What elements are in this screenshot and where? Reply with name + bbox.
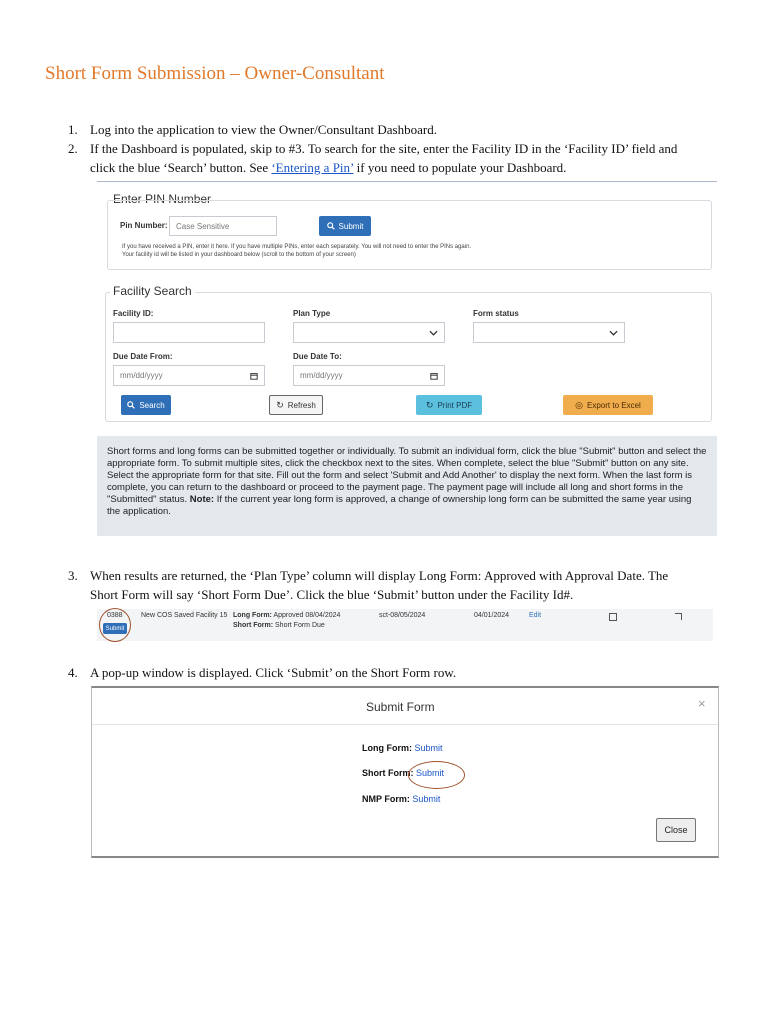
refresh-icon: ↻ [425,399,434,410]
modal-divider [92,724,718,725]
nmp-form-submit-link[interactable]: Submit [412,794,441,804]
due-from-input[interactable] [113,365,265,386]
info-text: Short forms and long forms can be submitted together or individually. To submit an individual form, click the blue "Submit" button and select the appropriate form. To submit multiple sites, click the checkbox next to the sites. When complete, select the blue "Submit" button on any site. Select the appropriate form for that site. Fill out the form and select 'Submit and Add Another' to display the next form. When the last form is complete, you can return to the dashboard or proceed to the payment page. The payment page will include all long and short forms in the "Submitted" status. [107,446,707,505]
calendar-icon[interactable] [250,372,258,380]
nmp-form-label: NMP Form: [362,794,410,804]
due-from-label: Due Date From: [113,352,173,361]
edit-link[interactable]: Edit [529,612,542,619]
search-icon [327,222,335,230]
pin-panel [97,181,717,274]
step-text-line2b: if you need to populate your Dashboard. [353,160,567,175]
long-form-label: Long Form: [233,612,272,619]
step-2 [68,139,740,177]
step-text-line1: If the Dashboard is populated, skip to #3. To search for the site, enter the Facility ID in the ‘Facility ID’ field and [90,141,678,156]
row-submit-button[interactable]: Submit [103,623,127,634]
step-text-line2a: click the blue ‘Search’ button. See [90,160,272,175]
facility-id-label: Facility ID: [113,309,154,318]
pin-fieldset [107,200,712,270]
submit-form-modal [91,686,719,858]
long-form-value: Approved 08/04/2024 [271,612,341,619]
modal-title: Submit Form [366,700,435,714]
pin-input[interactable]: Case Sensitive [169,216,277,236]
date-cell-1: sct-08/05/2024 [379,612,426,619]
step-number: 3. [68,568,78,583]
pin-note-2: Your facility id will be listed in your dashboard below (scroll to the bottom of your screen) [122,252,356,258]
result-row [97,609,713,641]
facility-id-cell: 0388 [107,612,123,619]
pin-submit-button[interactable] [319,216,371,236]
info-panel [97,436,717,536]
step-1 [68,120,730,139]
refresh-label: Refresh [287,400,316,410]
short-form-value: Short Form Due [273,622,325,629]
refresh-icon: ↻ [276,399,284,410]
date-placeholder: mm/dd/yyyy [120,371,163,380]
step-text: A pop-up window is displayed. Click ‘Submit’ on the Short Form row. [90,665,457,680]
long-form-label: Long Form: [362,743,412,753]
form-status-select[interactable] [473,322,625,343]
form-status-label: Form status [473,309,519,318]
step-text-line1: When results are returned, the ‘Plan Type’ column will display Long Form: Approved with Approval Date. The [90,568,669,583]
calendar-icon[interactable] [430,372,438,380]
row-checkbox[interactable] [609,613,617,621]
search-icon [127,401,135,409]
annotation-circle [99,608,131,642]
export-icon: ◎ [575,399,584,410]
step-text: Log into the application to view the Owner/Consultant Dashboard. [90,122,437,137]
search-button[interactable] [121,395,171,415]
step-number: 2. [68,141,78,156]
short-form-submit-link[interactable]: Submit [416,768,445,778]
print-pdf-button[interactable] [416,395,482,415]
due-to-input[interactable] [293,365,445,386]
search-label: Search [139,400,165,410]
plan-type-label: Plan Type [293,309,331,318]
long-form-submit-link[interactable]: Submit [414,743,443,753]
refresh-button[interactable] [269,395,323,415]
step-number: 1. [68,122,78,137]
info-note-label: Note: [189,494,215,505]
submit-label: Submit [338,221,364,231]
print-label: Print PDF [437,400,473,410]
info-note-text: If the current year long form is approved, a change of ownership long form can be submitted the same year using the application. [107,494,692,517]
short-form-label: Short Form: [362,768,414,778]
short-form-label: Short Form: [233,622,274,629]
annotation-circle [408,761,465,789]
export-label: Export to Excel [587,400,641,410]
step-3 [68,566,740,604]
export-excel-button[interactable] [563,395,653,415]
pin-label: Pin Number: [120,221,168,230]
step-text-line2: Short Form will say ‘Short Form Due’. Click the blue ‘Submit’ button under the Facility Id#. [90,587,574,602]
facility-search-legend: Facility Search [110,284,195,298]
document-title: Short Form Submission – Owner-Consultant [45,63,385,84]
date-placeholder: mm/dd/yyyy [300,371,343,380]
date-cell-2: 04/01/2024 [474,612,510,619]
pin-legend: Enter PIN Number [110,192,214,206]
pin-note-1: If you have received a PIN, enter it here. If you have multiple PINs, enter each separately. You will not need to enter the PINs again. [122,244,472,250]
entering-pin-link[interactable]: ‘Entering a Pin’ [271,160,354,175]
facility-name-cell: New COS Saved Facility 15 [141,612,228,619]
row-checkbox-2[interactable] [675,613,682,620]
chevron-down-icon [429,330,438,336]
close-button[interactable]: Close [656,818,696,842]
facility-id-input[interactable] [113,322,265,343]
chevron-down-icon [609,330,618,336]
plan-type-select[interactable] [293,322,445,343]
due-to-label: Due Date To: [293,352,342,361]
step-4 [68,663,730,682]
close-icon[interactable]: × [698,696,706,711]
facility-search-fieldset [105,284,712,422]
step-number: 4. [68,665,78,680]
